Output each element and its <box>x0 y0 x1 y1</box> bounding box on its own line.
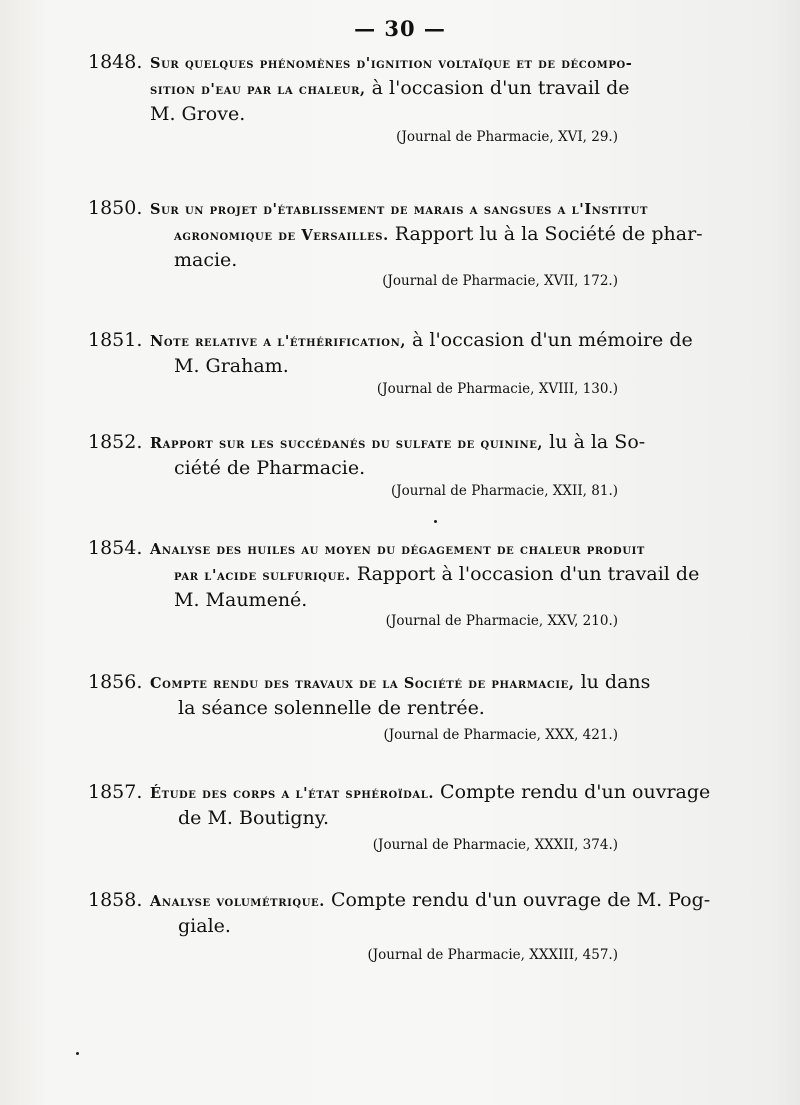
entry-text: de M. Boutigny. <box>178 807 329 829</box>
entry-year: 1854. <box>88 537 143 559</box>
entry-text: la séance solennelle de rentrée. <box>178 697 485 719</box>
entry-title: Étude des corps a l'état sphéroïdal. <box>150 785 435 802</box>
bibliography-entry-1854 <box>88 536 712 631</box>
entry-title: Analyse des huiles au moyen du dégagement de chaleur produit <box>150 541 645 558</box>
journal-citation: (Journal de Pharmacie, XXV, 210.) <box>385 613 618 629</box>
bibliography-entry-1857 <box>88 780 712 855</box>
entry-year: 1856. <box>88 671 143 693</box>
entry-year: 1850. <box>88 197 143 219</box>
entry-text: à l'occasion d'un travail de <box>365 77 630 99</box>
entry-text: M. Graham. <box>174 355 289 377</box>
journal-citation: (Journal de Pharmacie, XVIII, 130.) <box>376 381 618 397</box>
entry-text: M. Grove. <box>150 103 246 125</box>
bibliography-entry-1848 <box>88 50 712 147</box>
entry-text: Compte rendu d'un ouvrage de M. Pog- <box>324 889 711 911</box>
entry-year: 1857. <box>88 781 143 803</box>
entry-text: macie. <box>174 249 238 271</box>
entry-title: Note relative a l'éthérification, <box>150 333 406 350</box>
entry-year: 1848. <box>88 51 143 73</box>
bibliography-entry-1850 <box>88 196 712 291</box>
journal-citation: (Journal de Pharmacie, XXXII, 374.) <box>372 837 618 853</box>
entry-year: 1858. <box>88 889 143 911</box>
entry-text: M. Maumené. <box>174 589 308 611</box>
entry-text: ciété de Pharmacie. <box>174 457 366 479</box>
entry-text: giale. <box>178 915 231 937</box>
journal-citation: (Journal de Pharmacie, XVI, 29.) <box>396 129 618 145</box>
entry-title: Sur un projet d'établissement de marais a sangsues a l'Institut <box>150 201 648 218</box>
entry-text: à l'occasion d'un mémoire de <box>405 329 693 351</box>
entry-year: 1852. <box>88 431 143 453</box>
entry-text: Rapport lu à la Société de phar- <box>388 223 703 245</box>
print-speck <box>76 1052 79 1055</box>
bibliography-entry-1856 <box>88 670 712 745</box>
entry-title: par l'acide sulfurique. <box>174 567 351 584</box>
entry-text: lu à la So- <box>543 431 646 453</box>
entry-text: Rapport à l'occasion d'un travail de <box>350 563 700 585</box>
journal-citation: (Journal de Pharmacie, XXXIII, 457.) <box>367 947 618 963</box>
entry-text: Compte rendu d'un ouvrage <box>434 781 711 803</box>
bibliography-entry-1852 <box>88 430 712 501</box>
page-edge-shadow <box>772 0 800 1105</box>
entry-year: 1851. <box>88 329 143 351</box>
entry-text: lu dans <box>574 671 651 693</box>
journal-citation: (Journal de Pharmacie, XVII, 172.) <box>382 273 618 289</box>
journal-citation: (Journal de Pharmacie, XXX, 421.) <box>383 727 618 743</box>
entry-title: Analyse volumétrique. <box>150 893 325 910</box>
print-speck <box>434 520 437 523</box>
journal-citation: (Journal de Pharmacie, XXII, 81.) <box>390 483 618 499</box>
entry-title: Sur quelques phénomènes d'ignition voltaïque et de décompo- <box>150 55 633 72</box>
bibliography-entry-1858 <box>88 888 712 965</box>
page-number: — 30 — <box>354 16 446 41</box>
bibliography-entry-1851 <box>88 328 712 399</box>
entry-title: sition d'eau par la chaleur, <box>150 81 366 98</box>
entry-title: agronomique de Versailles. <box>174 227 389 244</box>
entry-title: Rapport sur les succédanés du sulfate de quinine, <box>150 435 544 452</box>
entry-title: Compte rendu des travaux de la Société de pharmacie, <box>150 675 575 692</box>
